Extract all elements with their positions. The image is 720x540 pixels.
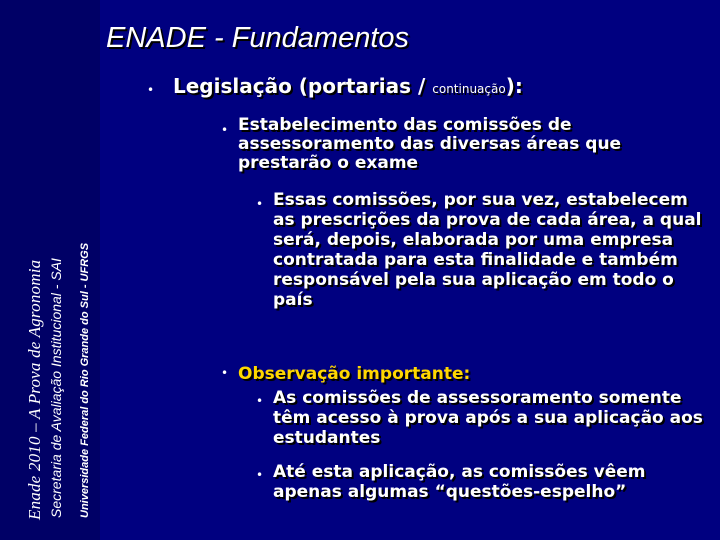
sidebar [0,0,100,540]
item-observacao: Observação importante: [238,364,471,384]
item-acesso-prova: As comissões de assessoramento somente têm acesso à prova após a sua aplicação aos estudantes [273,388,703,448]
heading-end-text: ): [505,74,523,98]
bullet-icon: • [221,123,229,137]
heading-main-text: Legislação (portarias / [173,74,433,98]
sidebar-university: Universidade Federal do Rio Grande do Sul - UFRGS [79,242,91,518]
heading-legislacao [173,74,523,98]
slide-title: ENADE - Fundamentos [106,22,410,54]
item-estabelecimento: Estabelecimento das comissões de assessoramento das diversas áreas que prestarão o exame [238,115,622,173]
sidebar-department: Secretaria de Avaliação Institucional - SAI [48,258,64,518]
bullet-icon: • [256,197,264,211]
heading-small-text: continuação [432,82,506,96]
item-questoes-espelho: Até esta aplicação, as comissões vêem apenas algumas “questões-espelho” [273,462,646,502]
bullet-icon: • [147,83,155,97]
bullet-icon: • [256,468,264,482]
item-comissoes: Essas comissões, por sua vez, estabelecem as prescrições da prova de cada área, a qual será, depois, elaborada por uma empresa contratada para esta finalidade e também responsável pela sua aplicação em todo o país [273,190,702,310]
bullet-icon: • [221,366,229,380]
sidebar-exam-title: Enade 2010 – A Prova de Agronomia [25,259,44,520]
bullet-icon: • [256,394,264,408]
